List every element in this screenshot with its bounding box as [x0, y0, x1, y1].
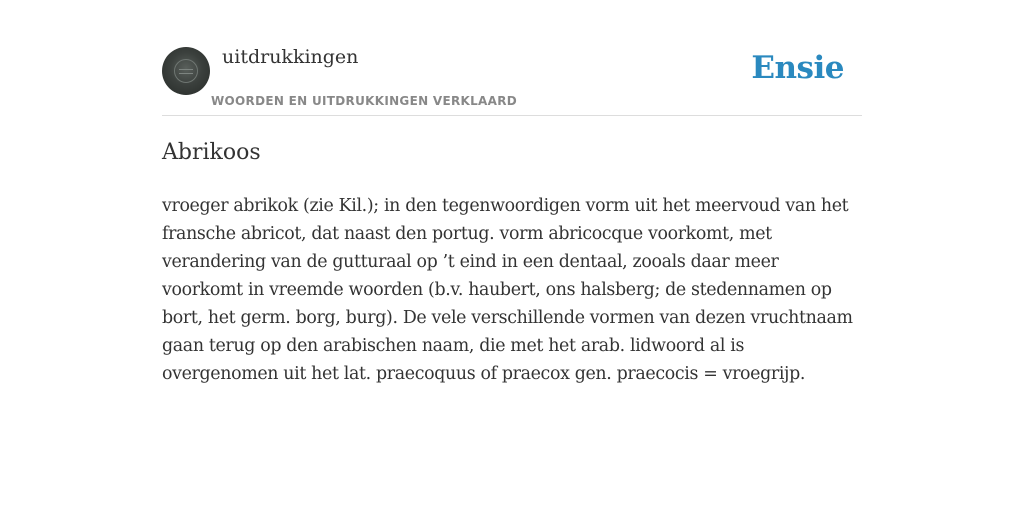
- entry-definition: vroeger abrikok (zie Kil.); in den tegenwoordigen vorm uit het meervoud van het fransche abricot, dat naast den portug. vorm abricocque voorkomt, met verandering van de gutturaal op ’t eind in een dentaal, zooals daar meer voorkomt in vreemde woorden (b.v. haubert, ons halsberg; de stedennamen op bort, het germ. borg, burg). De vele verschillende vormen van dezen vruchtnaam gaan terug op den arabischen naam, die met het arab. lidwoord al is overgenomen uit het lat. praecoquus of praecox gen. praecocis = vroegrijp.: [162, 196, 853, 384]
- avatar[interactable]: [162, 47, 210, 95]
- avatar-emblem-icon: [174, 59, 198, 83]
- site-tagline: WOORDEN EN UITDRUKKINGEN VERKLAARD: [211, 94, 518, 108]
- entry-title: Abrikoos: [162, 140, 261, 165]
- site-name-link[interactable]: uitdrukkingen: [222, 46, 359, 68]
- brand-logo-link[interactable]: Ensie: [751, 50, 844, 86]
- site-header: [162, 40, 862, 116]
